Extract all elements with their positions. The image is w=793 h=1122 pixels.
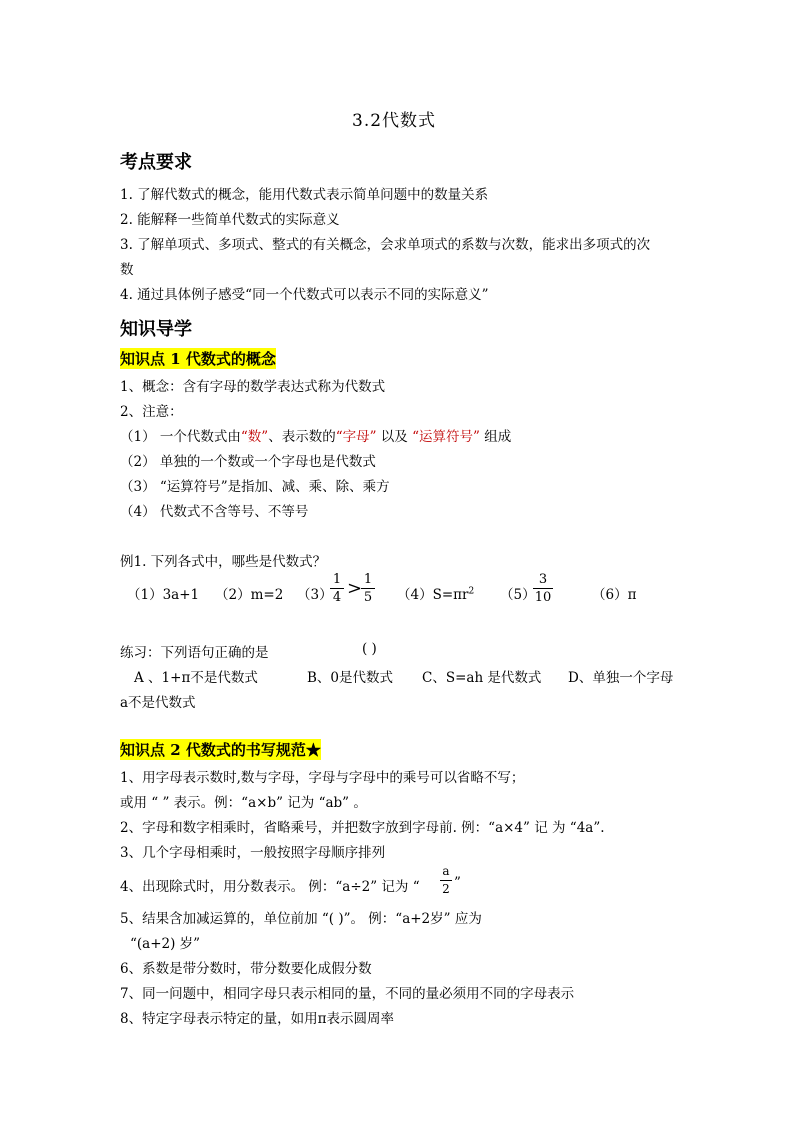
requirement-item: 1. 了解代数式的概念，能用代数式表示简单问题中的数量关系 <box>120 187 489 203</box>
kp2-rule-5: 5、结果含加减运算的，单位前加 “( )”。 例：“a+2岁” 应为 <box>120 911 482 927</box>
example-option-4: $(4)S=\pi r^2$ <box>397 586 475 603</box>
kp2-rule-5-cont: “(a+2) 岁” <box>130 936 201 952</box>
answer-blank: ( ) <box>362 641 377 657</box>
fraction-1-5: 1 5 <box>361 572 375 605</box>
exercise-option-d: D、单独一个字母 <box>568 670 674 686</box>
kp1-note-4: （4） 代数式不含等号、不等号 <box>120 504 309 520</box>
example-question: 例1. 下列各式中，哪些是代数式？ <box>120 554 327 570</box>
exercise-option-c: C、S=ah 是代数式 <box>422 670 542 686</box>
kp2-heading: 知识点 2 代数式的书写规范★ <box>120 741 321 759</box>
fraction-a-2: a 2 <box>440 864 452 897</box>
highlight-letter: “字母” <box>335 429 377 445</box>
requirements-heading: 考点要求 <box>120 152 192 173</box>
exercise-option-d-cont: a不是代数式 <box>120 695 196 711</box>
example-option-1: （1）3a+1 <box>127 587 200 603</box>
fraction-1-4: 1 4 <box>330 572 344 605</box>
kp1-note-2: （2） 单独的一个数或一个字母也是代数式 <box>120 454 376 470</box>
kp2-rule-8: 8、特定字母表示特定的量，如用π表示圆周率 <box>120 1011 394 1027</box>
example-option-6: （6）π <box>592 587 637 603</box>
closing-quote: ” <box>454 875 461 891</box>
kp1-concept: 1、概念：含有字母的数学表达式称为代数式 <box>120 379 386 395</box>
exercise-option-a: A 、1+π不是代数式 <box>134 670 258 686</box>
kp2-rule-4: 4、出现除式时，用分数表示。 例：“a÷2” 记为 “ <box>120 879 420 895</box>
requirement-item-cont: 数 <box>120 262 134 278</box>
guide-heading: 知识导学 <box>120 319 192 340</box>
kp2-rule-7: 7、同一问题中，相同字母只表示相同的量，不同的量必须用不同的字母表示 <box>120 986 575 1002</box>
kp2-rule-3: 3、几个字母相乘时，一般按照字母顺序排列 <box>120 845 386 861</box>
requirement-item: 3. 了解单项式、多项式、整式的有关概念，会求单项式的系数与次数，能求出多项式的次 <box>120 237 651 253</box>
exercise-option-b: B、0是代数式 <box>307 670 394 686</box>
example-option-5: （5） <box>500 587 536 603</box>
kp1-note-3: （3） “运算符号”是指加、减、乘、除、乘方 <box>120 479 390 495</box>
example-option-3: （3） <box>297 587 333 603</box>
requirement-item: 2. 能解释一些简单代数式的实际意义 <box>120 212 340 228</box>
highlight-number: “数” <box>240 429 269 445</box>
kp2-rule-6: 6、系数是带分数时，带分数要化成假分数 <box>120 961 372 977</box>
highlight-operator: “运算符号” <box>412 429 480 445</box>
kp2-rule-2: 2、字母和数字相乘时，省略乘号，并把数字放到字母前. 例：“a×4” 记 为 “4a”. <box>120 820 605 836</box>
kp2-rule-1: 1、用字母表示数时,数与字母，字母与字母中的乘号可以省略不写； <box>120 770 525 786</box>
exercise-question: 练习：下列语句正确的是 <box>120 645 269 661</box>
requirement-item: 4. 通过具体例子感受“同一个代数式可以表示不同的实际意义” <box>120 287 489 303</box>
kp1-note: 2、注意： <box>120 404 183 420</box>
page-title: 3.2代数式 <box>352 111 437 131</box>
kp1-heading: 知识点 1 代数式的概念 <box>120 350 276 368</box>
greater-than-sign: > <box>347 578 363 599</box>
kp2-rule-1-cont: 或用 “ ” 表示。例：“a×b” 记为 “ab” 。 <box>120 795 367 811</box>
kp1-note-1: （1） 一个代数式由“数”、表示数的“字母” 以及 “运算符号” 组成 <box>120 429 512 445</box>
example-option-2: （2）m=2 <box>215 587 284 603</box>
fraction-3-10: 3 10 <box>534 572 552 605</box>
